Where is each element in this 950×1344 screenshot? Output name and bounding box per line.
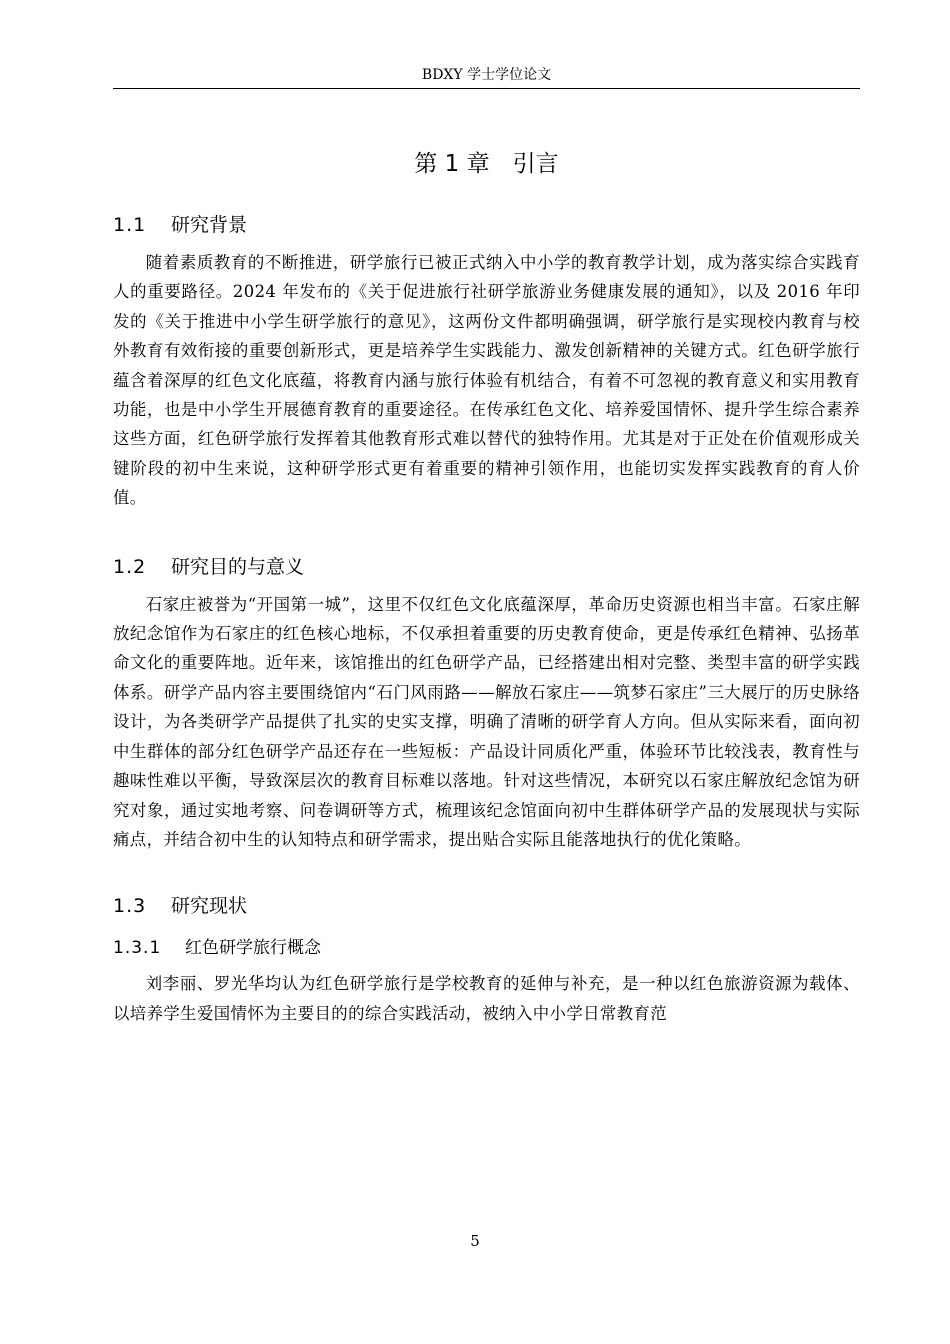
section-number: 1.2	[113, 555, 147, 578]
section-heading-1-1	[113, 211, 860, 239]
subsection-paragraph: 刘李丽、罗光华均认为红色研学旅行是学校教育的延伸与补充，是一种以红色旅游资源为载体、以培养学生爱国情怀为主要目的的综合实践活动，被纳入中小学日常教育范	[113, 974, 860, 1023]
section-title: 研究现状	[171, 895, 248, 918]
subsection-title: 红色研学旅行概念	[185, 938, 321, 959]
chapter-title: 第 1 章 引言	[414, 151, 559, 177]
subsection-heading-1-3-1	[113, 934, 860, 962]
subsection-number: 1.3.1	[113, 938, 162, 959]
page-number: 5	[470, 1232, 480, 1250]
page-body	[113, 88, 860, 1028]
section-title: 研究背景	[171, 214, 248, 236]
section-heading-1-2	[113, 553, 860, 581]
section-heading-1-3	[113, 892, 860, 920]
page-header	[113, 62, 860, 89]
section-paragraph: 石家庄被誉为“开国第一城”，这里不仅红色文化底蕴深厚，革命历史资源也相当丰富。石家庄解放纪念馆作为石家庄的红色核心地标，不仅承担着重要的历史教育使命，更是传承红色精神、弘扬革命文化的重要阵地。近年来，该馆推出的红色研学产品，已经搭建出相对完整、类型丰富的研学实践体系。研学产品内容主要围绕馆内“石门风雨路——解放石家庄——筑梦石家庄”三大展厅的历史脉络设计，为各类研学产品提供了扎实的史实支撑，明确了清晰的研学育人方向。但从实际来看，面向初中生群体的部分红色研学产品还存在一些短板：产品设计同质化严重，体验环节比较浅表，教育性与趣味性难以平衡，导致深层次的教育目标难以落地。针对这些情况，本研究以石家庄解放纪念馆为研究对象，通过实地考察、问卷调研等方式，梳理该纪念馆面向初中生群体研学产品的发展现状与实际痛点，并结合初中生的认知特点和研学需求，提出贴合实际且能落地执行的优化策略。	[113, 594, 860, 849]
section-number: 1.3	[113, 895, 147, 918]
section-title: 研究目的与意义	[171, 555, 305, 578]
page-footer	[0, 1232, 950, 1250]
header-title: BDXY 学士学位论文	[421, 67, 552, 83]
section-number: 1.1	[113, 214, 147, 236]
section-paragraph: 随着素质教育的不断推进，研学旅行已被正式纳入中小学的教育教学计划，成为落实综合实践育人的重要路径。2024 年发布的《关于促进旅行社研学旅游业务健康发展的通知》，以及 2016 年印发的《关于推进中小学生研学旅行的意见》，这两份文件都明确强调，研学旅行是实现校内教育与校外教育有效衔接的重要创新形式，更是培养学生实践能力、激发创新精神的关键方式。红色研学旅行蕴含着深厚的红色文化底蕴，将教育内涵与旅行体验有机结合，有着不可忽视的教育意义和实用教育功能，也是中小学生开展德育教育的重要途径。在传承红色文化、培养爱国情怀、提升学生综合素养这些方面，红色研学旅行发挥着其他教育形式难以替代的独特作用。尤其是对于正处在价值观形成关键阶段的初中生来说，这种研学形式更有着重要的精神引领作用，也能切实发挥实践教育的育人价值。	[113, 253, 860, 508]
